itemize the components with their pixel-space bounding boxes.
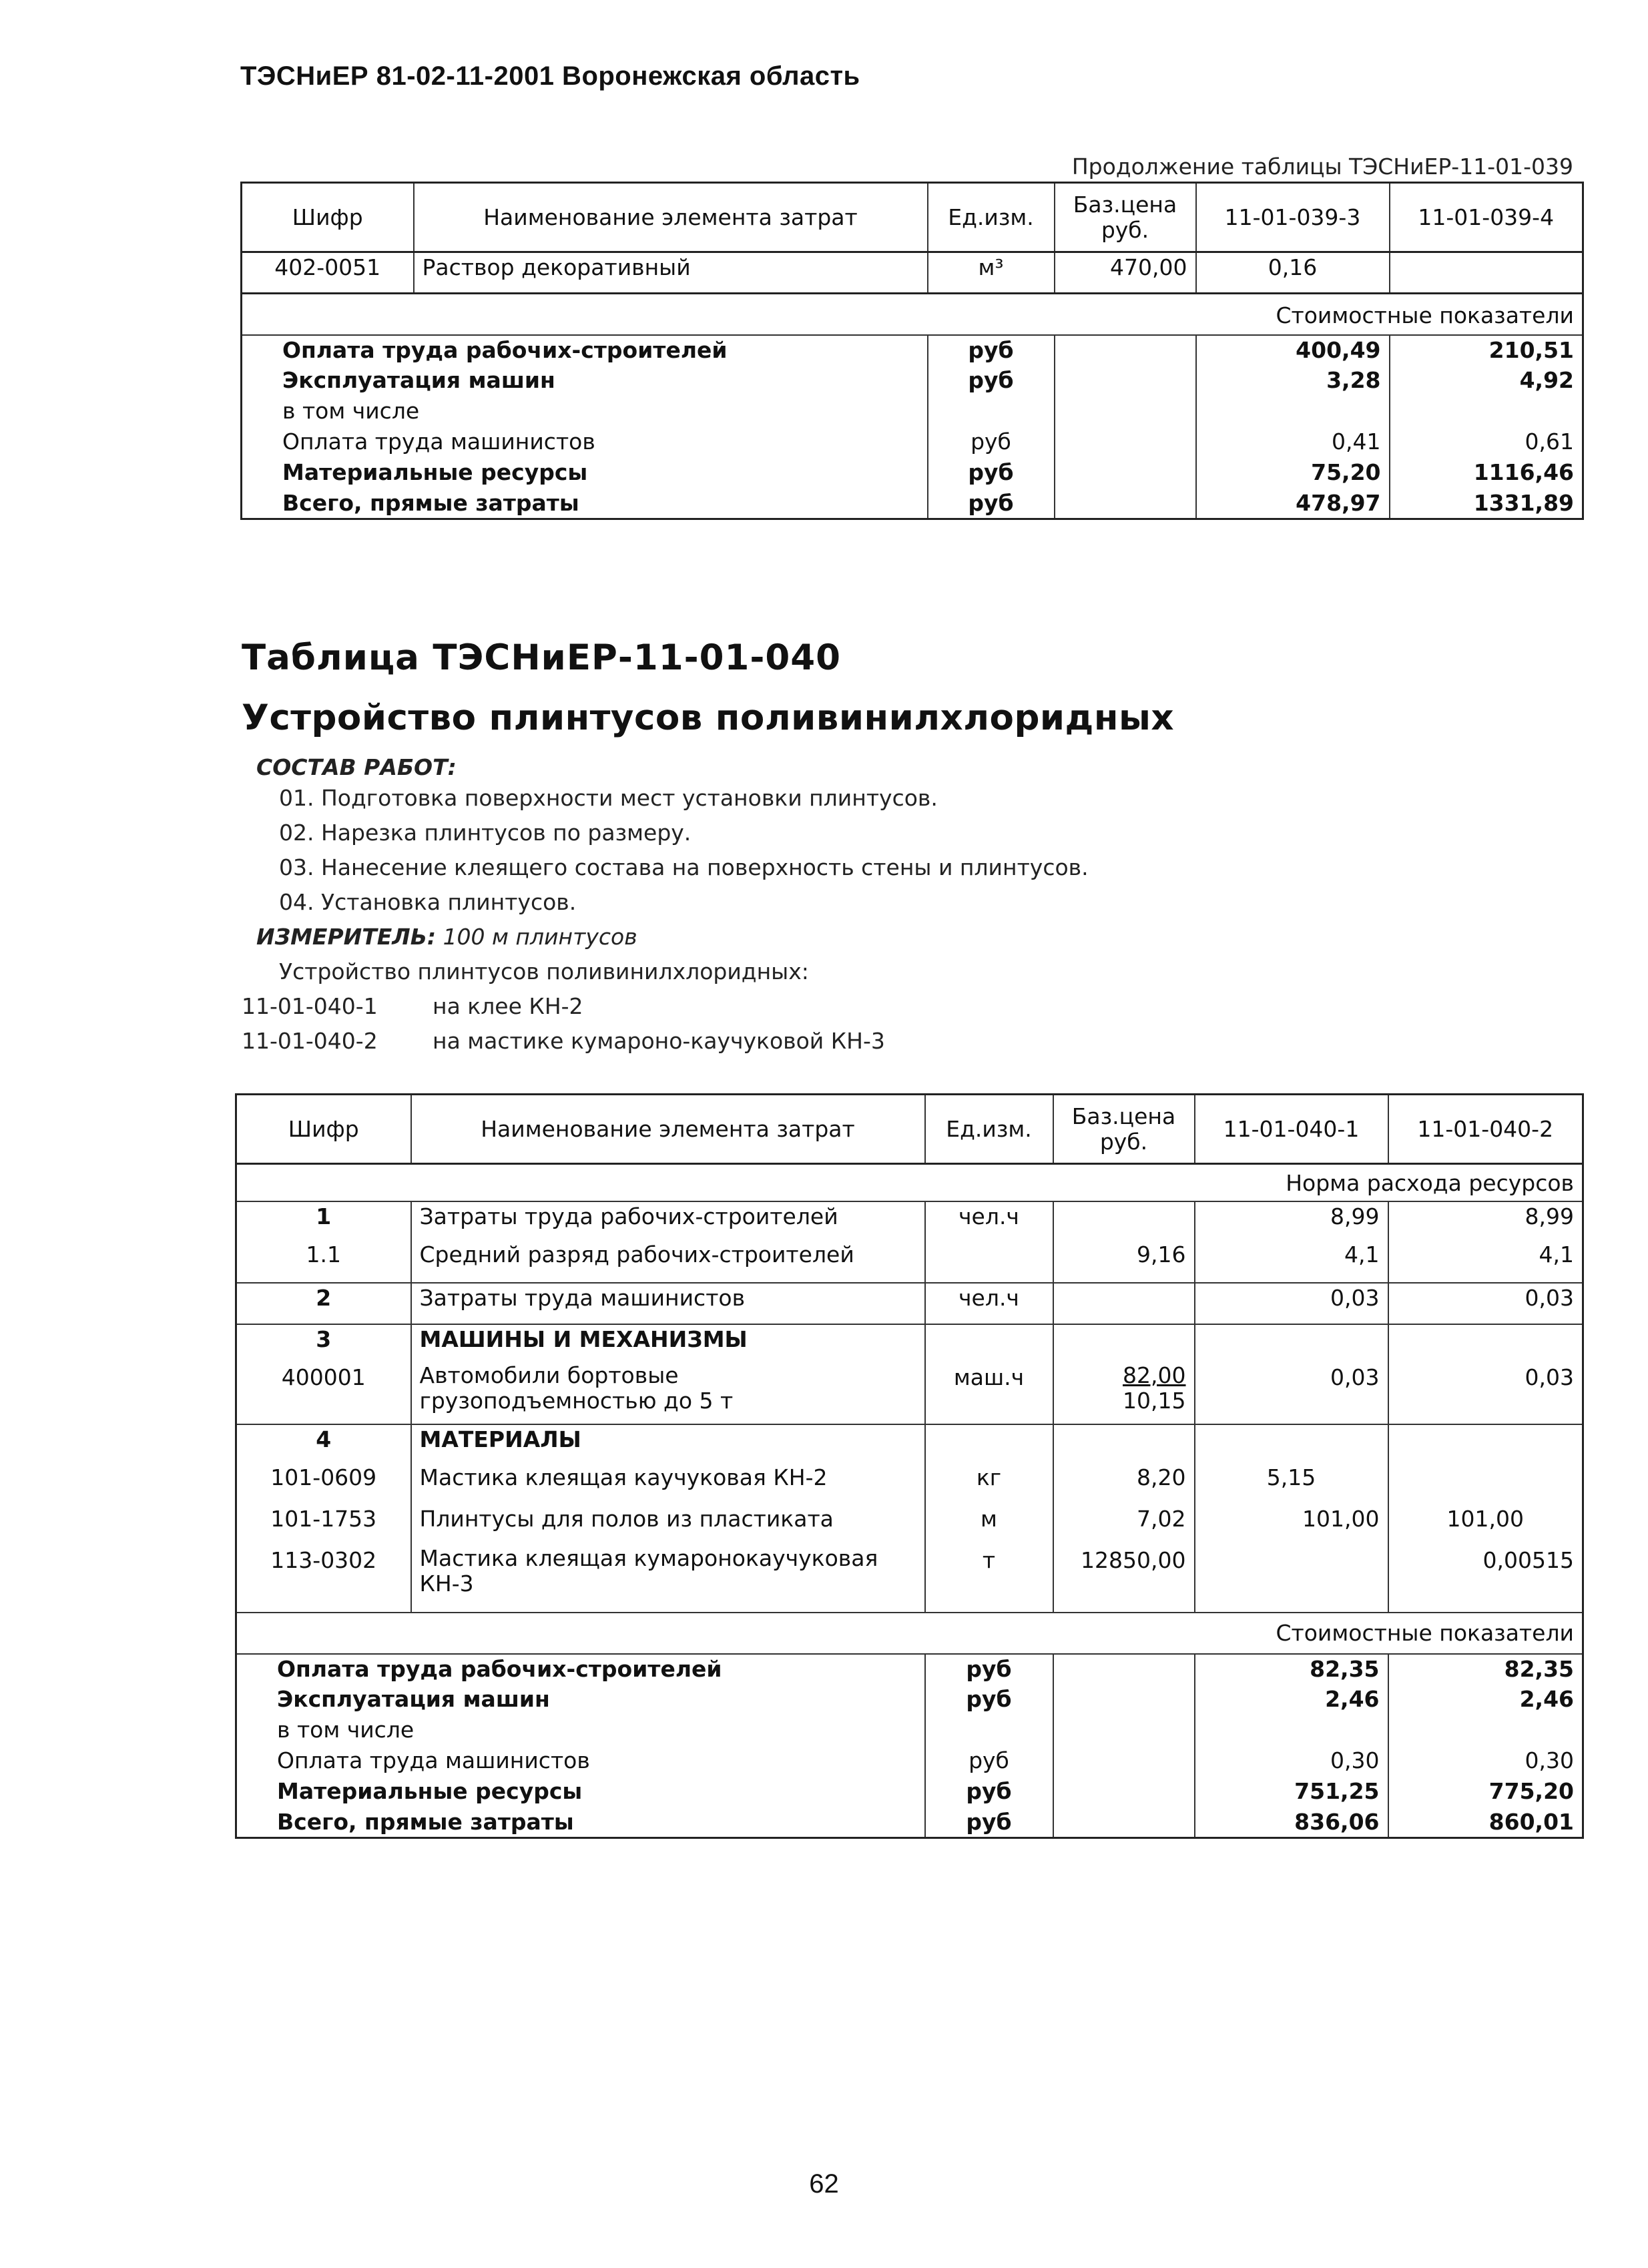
cost-v1: 0,30 (1195, 1746, 1388, 1777)
table-row (236, 1240, 1583, 1283)
cost-unit: руб (928, 427, 1055, 458)
cell-code: 400001 (281, 1364, 366, 1390)
variant-text: на мастике кумароно-каучуковой КН-3 (433, 1028, 885, 1054)
cell-name: Мастика клеящая каучуковая КН-2 (411, 1463, 925, 1504)
cost-unit: руб (928, 366, 1055, 396)
cost-unit: руб (925, 1807, 1053, 1838)
cell-v1: 4,1 (1195, 1240, 1388, 1283)
cost-v1: 836,06 (1195, 1807, 1388, 1838)
section-label: Стоимостные показатели (242, 294, 1583, 335)
col-unit-header: Ед.изм. (925, 1095, 1053, 1164)
cost-name: Всего, прямые затраты (282, 489, 579, 516)
cell-name: Средний разряд рабочих-строителей (411, 1240, 925, 1283)
cost-v1: 478,97 (1196, 489, 1390, 519)
table-row (236, 1463, 1583, 1504)
cost-row (242, 366, 1583, 396)
cell-price: 470,00 (1055, 252, 1196, 294)
cost-name: Эксплуатация машин (282, 366, 555, 393)
resource-table (235, 1093, 1584, 1839)
work-item: 02. Нарезка плинтусов по размеру. (279, 820, 692, 846)
meter-line (256, 924, 637, 950)
cost-name: Материальные ресурсы (277, 1777, 583, 1804)
cost-v2 (1390, 396, 1583, 427)
cell-name: Автомобили бортовые грузоподъемностью до 5 т (411, 1363, 925, 1424)
cell-name: Плинтусы для полов из пластиката (411, 1504, 925, 1546)
cell-v1: 8,99 (1195, 1201, 1388, 1240)
cost-price (1053, 1777, 1195, 1807)
cost-row (236, 1746, 1583, 1777)
cost-row (242, 335, 1583, 366)
cost-price (1055, 335, 1196, 366)
cell-code: 101-0609 (270, 1464, 377, 1490)
cell-price (1053, 1283, 1195, 1324)
cell-name: Затраты труда машинистов (411, 1283, 925, 1324)
col-code-header: Шифр (242, 183, 414, 252)
meter-value: 100 м плинтусов (443, 924, 637, 950)
col-name-header: Наименование элемента затрат (411, 1095, 925, 1164)
work-item: 03. Нанесение клеящего состава на поверхность стены и плинтусов. (279, 854, 1089, 880)
section-label-row (236, 1613, 1583, 1654)
cost-v1: 82,35 (1195, 1654, 1388, 1685)
cost-price (1053, 1654, 1195, 1685)
cost-row (242, 427, 1583, 458)
cell-code: 402-0051 (274, 254, 381, 280)
table-row (236, 1201, 1583, 1240)
cell-unit: м³ (928, 252, 1055, 294)
col-v1-header: 11-01-040-1 (1195, 1095, 1388, 1164)
cost-v2: 0,61 (1390, 427, 1583, 458)
col-price-header: Баз.цена руб. (1055, 183, 1196, 252)
document-header: ТЭСНиЕР 81-02-11-2001 Воронежская область (240, 61, 860, 91)
col-v2-header: 11-01-039-4 (1390, 183, 1583, 252)
cell-v2 (1390, 252, 1583, 294)
variants-intro: Устройство плинтусов поливинилхлоридных: (279, 958, 809, 984)
cost-price (1055, 458, 1196, 489)
cost-price (1053, 1715, 1195, 1746)
section-label: Стоимостные показатели (236, 1613, 1583, 1654)
col-name-header: Наименование элемента затрат (414, 183, 928, 252)
meter-label: ИЗМЕРИТЕЛЬ: (256, 924, 437, 950)
cost-v2: 860,01 (1388, 1807, 1583, 1838)
col-price-header: Баз.цена руб. (1053, 1095, 1195, 1164)
cost-v2: 0,30 (1388, 1746, 1583, 1777)
variant-code: 11-01-040-2 (242, 1028, 378, 1054)
cost-v1: 75,20 (1196, 458, 1390, 489)
cost-unit (928, 396, 1055, 427)
cell-v1: 0,16 (1196, 252, 1390, 294)
table-row (236, 1504, 1583, 1546)
cell-name: Раствор декоративный (414, 252, 928, 294)
cell-v1: 0,03 (1195, 1363, 1388, 1424)
section-row (236, 1424, 1583, 1463)
cell-v2: 101,00 (1388, 1504, 1583, 1546)
cost-row (236, 1777, 1583, 1807)
cell-name: Затраты труда рабочих-строителей (411, 1201, 925, 1240)
cost-row (242, 396, 1583, 427)
cost-v1: 400,49 (1196, 335, 1390, 366)
cell-price: 7,02 (1053, 1504, 1195, 1546)
cost-unit (925, 1715, 1053, 1746)
price-bottom: 10,15 (1123, 1387, 1186, 1414)
cell-name: Мастика клеящая кумаронокаучуковая КН-3 (411, 1546, 925, 1613)
section-title: МАТЕРИАЛЫ (411, 1424, 925, 1463)
variant-code: 11-01-040-1 (242, 993, 378, 1019)
cell-unit: кг (925, 1463, 1053, 1504)
cost-v2 (1388, 1715, 1583, 1746)
cost-unit: руб (928, 489, 1055, 519)
cell-v2: 0,00515 (1388, 1546, 1583, 1613)
cost-v2: 2,46 (1388, 1685, 1583, 1715)
cost-name: Оплата труда рабочих-строителей (282, 336, 728, 363)
cell-v1 (1195, 1546, 1388, 1613)
cell-unit: чел.ч (925, 1201, 1053, 1240)
page-number: 62 (809, 2169, 839, 2199)
cost-v2: 775,20 (1388, 1777, 1583, 1807)
cell-unit: чел.ч (925, 1283, 1053, 1324)
cost-v2: 82,35 (1388, 1654, 1583, 1685)
cell-v2: 0,03 (1388, 1283, 1583, 1324)
cost-name: Оплата труда машинистов (282, 428, 595, 455)
cost-name: в том числе (282, 397, 420, 424)
section-label-row (242, 294, 1583, 335)
section-title: МАШИНЫ И МЕХАНИЗМЫ (411, 1324, 925, 1363)
cost-price (1055, 396, 1196, 427)
cell-unit: маш.ч (925, 1363, 1053, 1424)
norm-label: Норма расхода ресурсов (236, 1164, 1583, 1201)
cell-price: 8,20 (1053, 1463, 1195, 1504)
col-v1-header: 11-01-039-3 (1196, 183, 1390, 252)
table-title: Таблица ТЭСНиЕР-11-01-040 (242, 637, 841, 678)
price-top: 82,00 (1123, 1362, 1186, 1388)
cost-row (236, 1654, 1583, 1685)
cost-price (1053, 1807, 1195, 1838)
cell-unit: м (925, 1504, 1053, 1546)
cell-code: 1 (316, 1203, 332, 1229)
cost-price (1053, 1746, 1195, 1777)
cost-name: Всего, прямые затраты (277, 1808, 574, 1835)
cost-row (242, 489, 1583, 519)
cost-unit: руб (925, 1746, 1053, 1777)
section-row (236, 1324, 1583, 1363)
cost-unit: руб (928, 458, 1055, 489)
col-code-header: Шифр (236, 1095, 411, 1164)
table-row (236, 1363, 1583, 1424)
work-item: 01. Подготовка поверхности мест установки плинтусов. (279, 785, 938, 811)
cost-v1 (1195, 1715, 1388, 1746)
cost-v2: 4,92 (1390, 366, 1583, 396)
work-item: 04. Установка плинтусов. (279, 889, 577, 915)
cost-price (1055, 366, 1196, 396)
cost-v1: 2,46 (1195, 1685, 1388, 1715)
cost-row (236, 1685, 1583, 1715)
cell-price: 9,16 (1053, 1240, 1195, 1283)
work-composition-label: СОСТАВ РАБОТ: (256, 754, 457, 780)
cost-unit: руб (925, 1777, 1053, 1807)
cost-name: Материальные ресурсы (282, 459, 588, 485)
table-row (236, 1283, 1583, 1324)
cost-unit: руб (925, 1654, 1053, 1685)
cell-code: 3 (236, 1324, 411, 1363)
cost-name: в том числе (277, 1716, 415, 1743)
cost-price (1053, 1685, 1195, 1715)
cost-v2: 1116,46 (1390, 458, 1583, 489)
cost-price (1055, 427, 1196, 458)
cost-name: Оплата труда машинистов (277, 1747, 590, 1773)
cell-v2 (1388, 1463, 1583, 1504)
cell-price (1053, 1363, 1195, 1424)
table-row (236, 1546, 1583, 1613)
cell-code: 101-1753 (270, 1505, 377, 1532)
cell-code: 113-0302 (270, 1546, 377, 1573)
cell-v1: 5,15 (1195, 1463, 1388, 1504)
table-row (242, 252, 1583, 294)
continuation-caption: Продолжение таблицы ТЭСНиЕР-11-01-039 (1071, 154, 1573, 180)
cost-name: Эксплуатация машин (277, 1685, 550, 1712)
cell-unit (925, 1240, 1053, 1283)
cost-price (1055, 489, 1196, 519)
cost-v1: 0,41 (1196, 427, 1390, 458)
cell-code: 1.1 (306, 1241, 341, 1267)
cell-v2: 0,03 (1388, 1363, 1583, 1424)
cell-unit: т (925, 1546, 1053, 1613)
cell-price: 12850,00 (1053, 1546, 1195, 1613)
cell-v2: 8,99 (1388, 1201, 1583, 1240)
cell-v1: 0,03 (1195, 1283, 1388, 1324)
variant-text: на клее КН-2 (433, 993, 583, 1019)
table-subtitle: Устройство плинтусов поливинилхлоридных (242, 697, 1175, 738)
cost-unit: руб (928, 335, 1055, 366)
cost-row (236, 1715, 1583, 1746)
cell-code: 2 (236, 1283, 411, 1324)
col-v2-header: 11-01-040-2 (1388, 1095, 1583, 1164)
cost-v1 (1196, 396, 1390, 427)
section-label-row (236, 1164, 1583, 1201)
cost-row (242, 458, 1583, 489)
cost-unit: руб (925, 1685, 1053, 1715)
cost-row (236, 1807, 1583, 1838)
cell-code: 4 (236, 1424, 411, 1463)
cost-v1: 751,25 (1195, 1777, 1388, 1807)
cell-price (1053, 1201, 1195, 1240)
col-unit-header: Ед.изм. (928, 183, 1055, 252)
cell-v1: 101,00 (1195, 1504, 1388, 1546)
cost-name: Оплата труда рабочих-строителей (277, 1655, 722, 1682)
cost-v2: 210,51 (1390, 335, 1583, 366)
cost-v2: 1331,89 (1390, 489, 1583, 519)
cell-v2: 4,1 (1388, 1240, 1583, 1283)
cost-v1: 3,28 (1196, 366, 1390, 396)
continuation-table (240, 182, 1584, 520)
